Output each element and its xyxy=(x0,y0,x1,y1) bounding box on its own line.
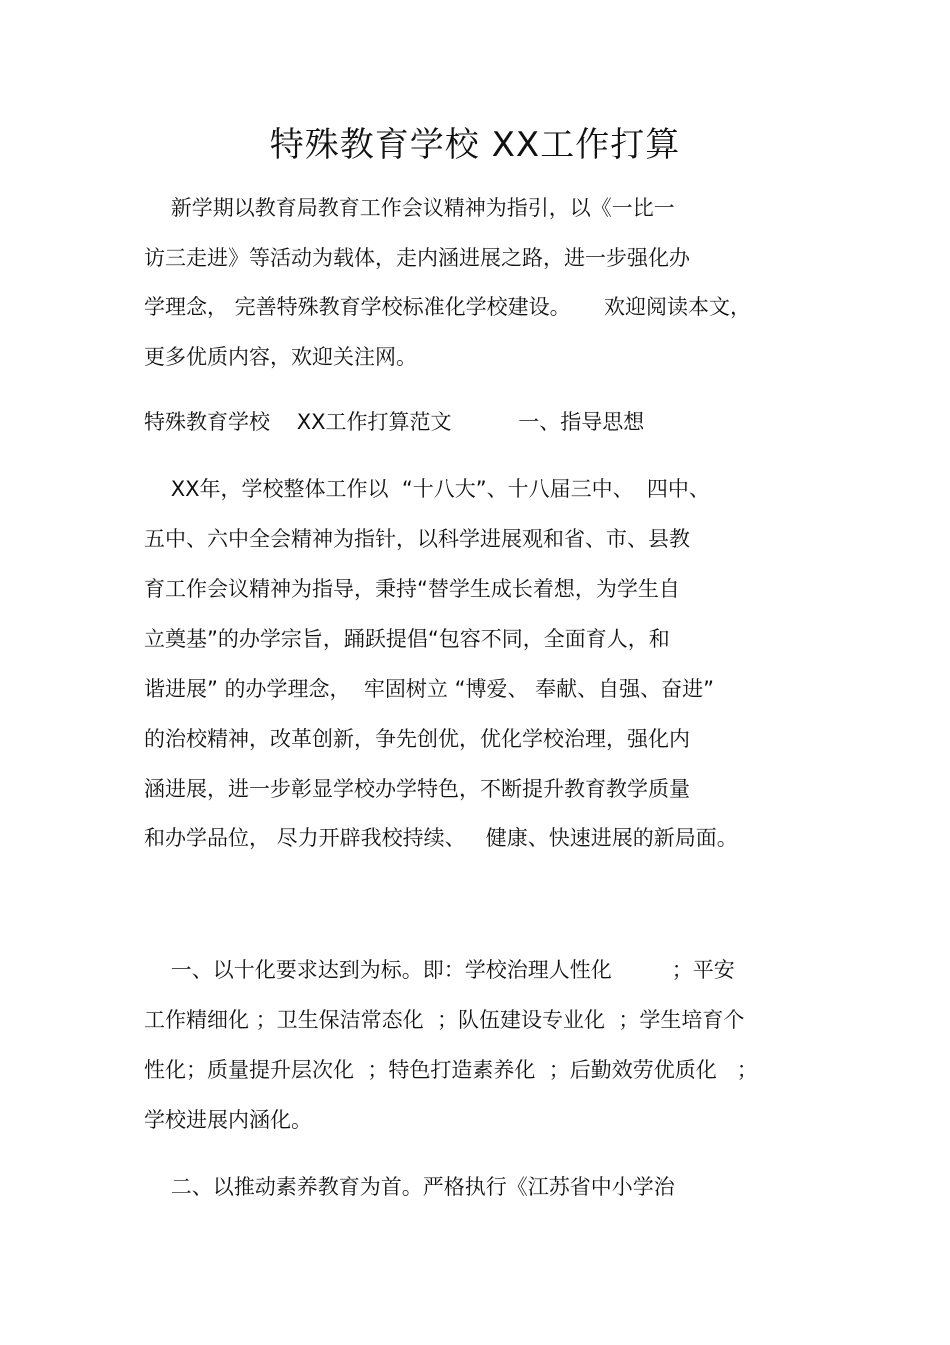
intro-line: 新学期以教育局教育工作会议精神为指引，以《一比一 xyxy=(144,196,675,220)
guiding-line: 育工作会议精神为指导，秉持“替学生成长着想，为学生自 xyxy=(144,577,680,601)
section1-line: 工作精细化 ；卫生保洁常态化 ；队伍建设专业化 ；学生培育个 xyxy=(144,1008,745,1032)
guiding-line: 立奠基”的办学宗旨，踊跃提倡“包容不同，全面育人，和 xyxy=(144,627,670,651)
section1-line: 性化；质量提升层次化 ；特色打造素养化 ；后勤效劳优质化 ； xyxy=(144,1058,758,1082)
intro-line: 更多优质内容，欢迎关注网。 xyxy=(144,345,417,369)
guiding-line: 五中、六中全会精神为指针，以科学进展观和省、市、县教 xyxy=(144,527,690,551)
guiding-line: 的治校精神，改革创新，争先创优，优化学校治理，强化内 xyxy=(144,727,690,751)
document-title: 特殊教育学校 XX工作打算 xyxy=(269,125,681,165)
intro-line: 访三走进》等活动为载体，走内涵进展之路，进一步强化办 xyxy=(144,246,690,270)
guiding-line: 谐进展” 的办学理念， 牢固树立 “博爱、 奉献、自强、奋进” xyxy=(144,677,715,701)
section1-line: 一、以十化要求达到为标。即：学校治理人性化 ；平安 xyxy=(144,958,735,982)
guiding-line: XX年，学校整体工作以 “十八大”、十八届三中、 四中、 xyxy=(144,477,710,501)
section-heading: 特殊教育学校 XX工作打算范文 一、指导思想 xyxy=(144,410,645,434)
guiding-line: 涵进展，进一步彰显学校办学特色，不断提升教育教学质量 xyxy=(144,777,690,801)
guiding-line: 和办学品位， 尽力开辟我校持续、 健康、快速进展的新局面。 xyxy=(144,826,738,850)
section1-line: 学校进展内涵化。 xyxy=(144,1108,312,1132)
section2-line: 二、以推动素养教育为首。严格执行《江苏省中小学治 xyxy=(144,1175,675,1199)
intro-line: 学理念， 完善特殊教育学校标准化学校建设。 欢迎阅读本文， xyxy=(144,295,752,319)
